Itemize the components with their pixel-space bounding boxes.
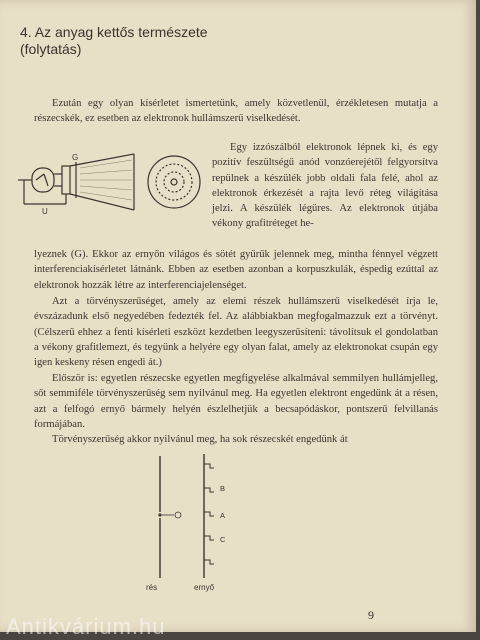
- paragraph-4: [34, 371, 438, 432]
- section-subtitle: (folytatás): [20, 41, 82, 57]
- paragraph-2-continued: [34, 247, 438, 293]
- paragraph-3-text: Azt a törvényszerűséget, amely az elemi részek hullámszerű viselkedését írja le, évszázadunk első negyedében fedezték fel. Az alábbiakban megfogalmazzuk ezt a törvényt. (Célszerű ehhez a fenti kísérleti eszközt kezdetben leegyszerűsíteni: távolítsuk el gondolatban a vékony grafitlemezt, és tegyünk a helyére egy olyan falat, amely az elektronokat csupán egy igen keskeny résen engedi át.): [34, 296, 438, 369]
- paragraph-2-top-text: Egy izzószálból elektronok lépnek ki, és egy pozitív feszültségű anód vonzóerejétől felgyorsítva repülnek a készülék jobb oldali fala felé, ahol az elektronok érkezését a rajta levő réteg világítása jelzi. A készülék légüres. Az elektronok útjába vékony grafitréteget he-: [212, 142, 438, 230]
- paragraph-2-rest-text: lyeznek (G). Ekkor az ernyőn világos és sötét gyűrűk jelennek meg, mintha fénnyel végzett interferenciakísérletet látnánk. Ebben az esetben azonban a korpuszkulák, éspedig ezúttal az elektronok hozzák létre az interferenciajelenséget.: [34, 249, 438, 291]
- figure1-label-g: G: [72, 153, 79, 162]
- section-title: 4. Az anyag kettős természete: [20, 24, 208, 40]
- paragraph-5-text: Törvényszerűség akkor nyilvánul meg, ha sok részecskét engedünk át: [52, 434, 348, 445]
- page-number: 9: [368, 608, 374, 622]
- paragraph-5: [34, 432, 438, 447]
- figure2-label-c: C: [220, 535, 226, 544]
- paragraph-1: [34, 96, 438, 127]
- paragraph-3: [34, 294, 438, 370]
- paragraph-4-text: Először is: egyetlen részecske egyetlen megfigyelése alkalmával semmilyen hullámjelleg, sőt semmiféle törvényszerűség sem nyilvánul meg. Ha egyetlen elektront engedünk át a résen, azt a felfogó ernyő bármely helyén észlelhetjük a becsapódáskor, pontszerű felvillanás formájában.: [34, 373, 438, 430]
- paragraph-2-wrapped: [212, 140, 438, 232]
- section-heading: [20, 24, 208, 58]
- figure2-label-slit: rés: [146, 583, 158, 592]
- electron-tube-figure: [14, 148, 214, 218]
- slit-screen-figure: [140, 448, 250, 598]
- electron-icon: [175, 512, 181, 518]
- figure2-label-screen: ernyő: [194, 583, 215, 592]
- figure2-label-b: B: [220, 484, 226, 493]
- screen-detectors: [204, 464, 214, 564]
- watermark-text: Antikvárium.hu: [6, 614, 166, 639]
- figure1-label-u: U: [42, 207, 48, 216]
- paragraph-1-text: Ezután egy olyan kísérletet ismertetünk, amely közvetlenül, érzékletesen mutatja a részecskék, ez esetben az elektronok hullámszerű viselkedését.: [34, 98, 438, 125]
- figure2-label-a: A: [220, 511, 226, 520]
